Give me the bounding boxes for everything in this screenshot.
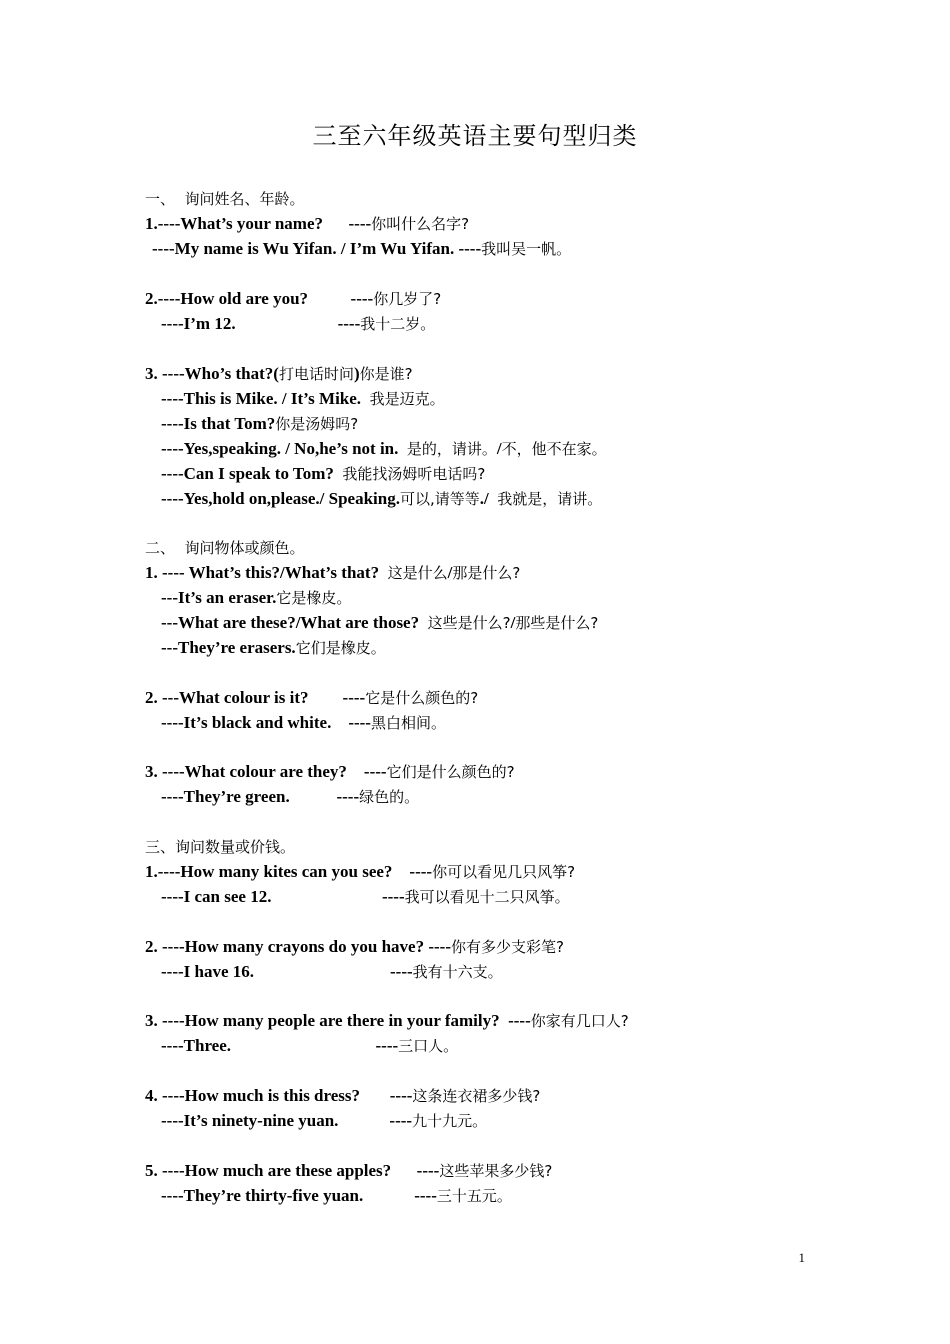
text-line [145, 562, 905, 584]
english-text: 2. ----How many crayons do you have? ---- [145, 937, 451, 956]
chinese-text: 你几岁了? [373, 290, 442, 308]
english-text: ----I have 16. ---- [161, 962, 413, 981]
chinese-text: 绿色的。 [359, 788, 420, 806]
chinese-text: 我可以看见十二只风筝。 [404, 888, 570, 906]
english-text: 2. ---What colour is it? ---- [145, 688, 366, 707]
text-line [145, 363, 905, 385]
text-line [161, 488, 921, 510]
english-text: 5. ----How much are these apples? ---- [145, 1161, 440, 1180]
chinese-text: 它是什么颜色的? [365, 689, 479, 707]
english-text: ----My name is Wu Yifan. / I’m Wu Yifan. ---- [152, 239, 482, 258]
chinese-text: 它们是什么颜色的? [386, 763, 515, 781]
section-heading: 三、询问数量或价钱。 [145, 838, 296, 856]
chinese-text: 那是什么? [452, 564, 521, 582]
english-text: / [447, 563, 453, 582]
chinese-text: 我能找汤姆听电话吗? [342, 465, 486, 483]
english-text: ---What are these?/What are those? [161, 613, 428, 632]
english-text: ---They’re erasers. [161, 638, 296, 657]
english-text: / [510, 613, 516, 632]
text-line [145, 1085, 905, 1107]
chinese-text: 可以,请等等 [399, 490, 480, 508]
text-line [161, 786, 921, 808]
english-text: ----I’m 12. ---- [161, 314, 361, 333]
page-number: 1 [798, 1250, 805, 1265]
text-line [161, 1185, 921, 1207]
english-text: ----It’s ninety-nine yuan. ---- [161, 1111, 413, 1130]
page-title: 三至六年级英语主要句型归类 [312, 122, 638, 150]
english-text: 2.----How old are you? ---- [145, 289, 374, 308]
english-text: ----This is Mike. / It’s Mike. [161, 389, 370, 408]
english-text: ----It’s black and white. ---- [161, 713, 371, 732]
text-line [161, 388, 921, 410]
text-line [161, 438, 921, 460]
chinese-text: 你是汤姆吗? [275, 415, 359, 433]
english-text: ----Three. ---- [161, 1036, 399, 1055]
text-line [145, 836, 905, 858]
text-line [161, 637, 921, 659]
english-text: ----Is that Tom? [161, 414, 276, 433]
text-line [145, 188, 905, 210]
english-text: 3. ----How many people are there in your family? ---- [145, 1011, 531, 1030]
english-text: 1. ---- What’s this?/What’s that? [145, 563, 388, 582]
chinese-text: 黑白相间。 [370, 714, 446, 732]
text-line [145, 761, 905, 783]
english-text: 3. ----What colour are they? ---- [145, 762, 387, 781]
english-text: ) [353, 364, 360, 383]
text-line [161, 712, 921, 734]
text-line [161, 886, 921, 908]
text-line [152, 238, 912, 260]
chinese-text: 你叫什么名字? [371, 215, 470, 233]
chinese-text: 三十五元。 [436, 1187, 512, 1205]
english-text: ----Yes,speaking. / No,he’s not in. [161, 439, 407, 458]
english-text: ----Can I speak to Tom? [161, 464, 343, 483]
english-text: ----Yes,hold on,please./ Speaking. [161, 489, 400, 508]
text-line [161, 961, 921, 983]
chinese-text: 不，他不在家。 [501, 440, 607, 458]
chinese-text: 这些是什么? [427, 614, 511, 632]
text-line [145, 1010, 905, 1032]
text-line [145, 213, 905, 235]
chinese-text: 打电话时问 [278, 365, 354, 383]
chinese-text: 它们是橡皮。 [295, 639, 386, 657]
text-line [161, 587, 921, 609]
chinese-text: 你可以看见几只风筝? [432, 863, 576, 881]
chinese-text: 是的，请讲。 [406, 440, 497, 458]
english-text: 1.----What’s your name? ---- [145, 214, 372, 233]
chinese-text: 你有多少支彩笔? [450, 938, 564, 956]
text-line [145, 537, 905, 559]
english-text: 4. ----How much is this dress? ---- [145, 1086, 413, 1105]
english-text: / [496, 439, 502, 458]
text-line [145, 936, 905, 958]
chinese-text: 我是迈克。 [369, 390, 445, 408]
english-text: 1.----How many kites can you see? ---- [145, 862, 433, 881]
chinese-text: 你是谁? [359, 365, 413, 383]
chinese-text: 三口人。 [398, 1037, 459, 1055]
chinese-text: 那些是什么? [515, 614, 599, 632]
chinese-text: 你家有几口人? [530, 1012, 629, 1030]
text-line [161, 1035, 921, 1057]
text-line [145, 1160, 905, 1182]
chinese-text: 它是橡皮。 [276, 589, 352, 607]
text-line [145, 288, 905, 310]
text-line [145, 687, 905, 709]
text-line [161, 612, 921, 634]
text-line [161, 1110, 921, 1132]
english-text: 3. ----Who’s that?( [145, 364, 279, 383]
english-text: ---It’s an eraser. [161, 588, 277, 607]
chinese-text: 我有十六支。 [412, 963, 503, 981]
chinese-text: 九十九元。 [412, 1112, 488, 1130]
english-text: ./ [479, 489, 498, 508]
chinese-text: 这是什么 [387, 564, 448, 582]
text-line [145, 861, 905, 883]
english-text: ----They’re thirty-five yuan. ---- [161, 1186, 437, 1205]
chinese-text: 这些苹果多少钱? [439, 1162, 553, 1180]
section-heading: 二、 询问物体或颜色。 [145, 539, 305, 557]
chinese-text: 我十二岁。 [360, 315, 436, 333]
section-heading: 一、 询问姓名、年龄。 [145, 190, 305, 208]
english-text: ----They’re green. ---- [161, 787, 360, 806]
chinese-text: 我叫吴一帆。 [481, 240, 572, 258]
text-line [161, 463, 921, 485]
text-line [161, 413, 921, 435]
english-text: ----I can see 12. ---- [161, 887, 405, 906]
chinese-text: 我就是，请讲。 [497, 490, 603, 508]
text-line [161, 313, 921, 335]
chinese-text: 这条连衣裙多少钱? [412, 1087, 541, 1105]
